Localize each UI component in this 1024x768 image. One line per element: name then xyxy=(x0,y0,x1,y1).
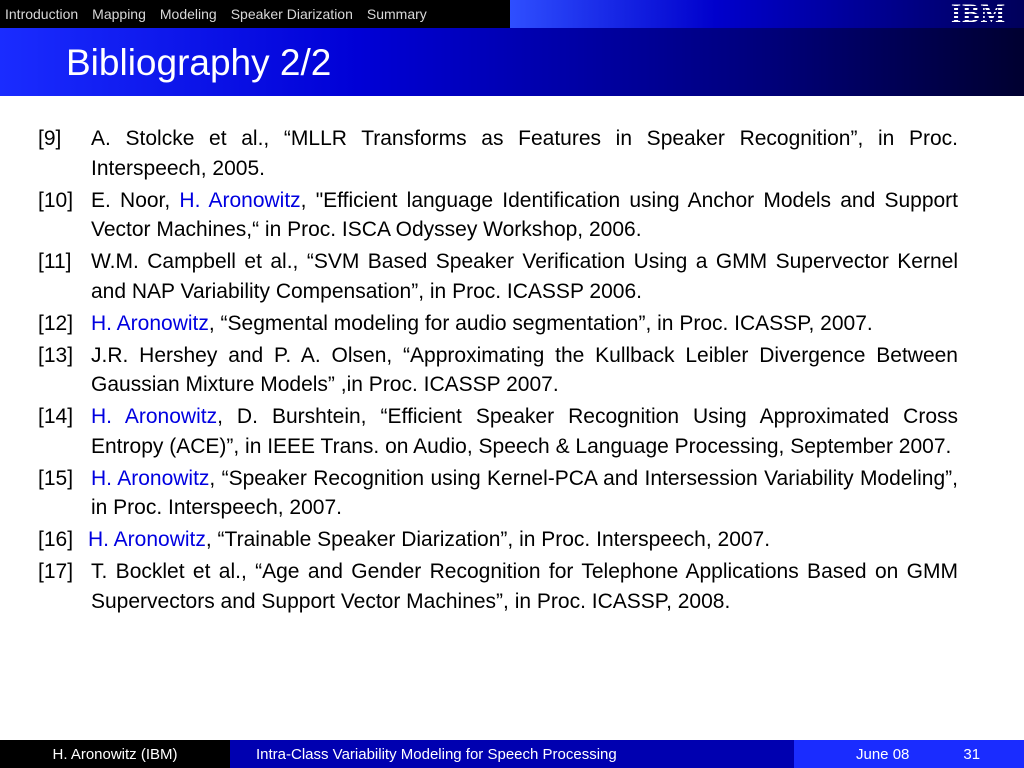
reference-text-post: , “Speaker Recognition using Kernel-PCA and Intersession Variability Modeling”, in Proc. Interspeech, 2007. xyxy=(91,466,958,519)
reference-17 xyxy=(38,557,958,616)
title-bar xyxy=(0,28,1024,96)
reference-text-post: , D. Burshtein, “Efficient Speaker Recognition Using Approximated Cross Entropy (ACE)”, in IEEE Trans. on Audio, Speech & Language Processing, September 2007. xyxy=(91,405,958,458)
reference-12 xyxy=(38,309,958,339)
reference-text xyxy=(88,525,958,555)
reference-text xyxy=(91,186,958,245)
author-link[interactable]: H. Aronowitz xyxy=(91,466,210,490)
reference-9 xyxy=(38,124,958,183)
footer-talk-title-text: Intra-Class Variability Modeling for Speech Processing xyxy=(256,745,617,763)
nav-item-modeling[interactable]: Modeling xyxy=(159,6,217,22)
footer-date: June 08 xyxy=(856,745,910,763)
reference-16 xyxy=(38,525,958,555)
top-navigation-bar xyxy=(0,0,1024,28)
author-link[interactable]: H. Aronowitz xyxy=(88,528,206,551)
ibm-logo xyxy=(951,0,1006,28)
reference-text xyxy=(91,309,958,339)
reference-text-post: , “Trainable Speaker Diarization”, in Proc. Interspeech, 2007. xyxy=(205,528,771,551)
author-link[interactable]: H. Aronowitz xyxy=(179,188,301,212)
reference-number: [15] xyxy=(38,466,74,490)
reference-15 xyxy=(38,464,958,523)
nav-item-speaker-diarization[interactable]: Speaker Diarization xyxy=(230,6,353,22)
reference-number: [13] xyxy=(38,343,74,367)
reference-number: [10] xyxy=(38,188,74,212)
reference-13 xyxy=(38,341,958,400)
section-nav xyxy=(0,0,510,28)
reference-text: J.R. Hershey and P. A. Olsen, “Approximating the Kullback Leibler Divergence Between Gaussian Mixture Models” ,in Proc. ICASSP 2007. xyxy=(91,343,958,396)
reference-text: A. Stolcke et al., “MLLR Transforms as Features in Speaker Recognition”, in Proc. Interspeech, 2005. xyxy=(91,127,958,180)
author-link[interactable]: H. Aronowitz xyxy=(91,311,209,335)
nav-item-summary[interactable]: Summary xyxy=(366,6,427,22)
reference-number: [12] xyxy=(38,311,74,335)
reference-text: T. Bocklet et al., “Age and Gender Recognition for Telephone Applications Based on GMM Supervectors and Support Vector Machines”, in Proc. ICASSP, 2008. xyxy=(91,560,958,613)
reference-11 xyxy=(38,247,958,306)
author-link[interactable]: H. Aronowitz xyxy=(91,405,218,428)
ibm-logo-text: IBM xyxy=(951,0,1006,28)
reference-text-post: , "Efficient language Identification using Anchor Models and Support Vector Machines,“ in Proc. ISCA Odyssey Workshop, 2006. xyxy=(91,188,959,241)
footer-date-page xyxy=(794,740,1024,768)
footer-author-text: H. Aronowitz (IBM) xyxy=(52,745,178,763)
reference-text xyxy=(91,402,958,461)
header-gradient xyxy=(510,0,1024,28)
reference-list xyxy=(38,124,958,619)
reference-text-pre: E. Noor, xyxy=(91,188,180,212)
reference-number: [16] xyxy=(38,528,74,551)
footer-talk-title xyxy=(230,740,794,768)
reference-10 xyxy=(38,186,958,245)
nav-item-mapping[interactable]: Mapping xyxy=(92,6,146,22)
reference-number: [9] xyxy=(38,127,62,150)
footer xyxy=(0,740,1024,768)
slide-title: Bibliography 2/2 xyxy=(66,42,332,83)
reference-number: [14] xyxy=(38,405,74,428)
nav-item-introduction[interactable]: Introduction xyxy=(5,6,79,22)
reference-text: W.M. Campbell et al., “SVM Based Speaker Verification Using a GMM Supervector Kernel and NAP Variability Compensation”, in Proc. ICASSP 2006. xyxy=(91,250,958,303)
reference-text xyxy=(91,464,958,523)
footer-author xyxy=(0,740,230,768)
reference-number: [11] xyxy=(38,250,72,273)
reference-number: [17] xyxy=(38,560,74,583)
reference-text-post: , “Segmental modeling for audio segmentation”, in Proc. ICASSP, 2007. xyxy=(208,311,873,335)
reference-14 xyxy=(38,402,958,461)
page-number: 31 xyxy=(963,745,981,763)
